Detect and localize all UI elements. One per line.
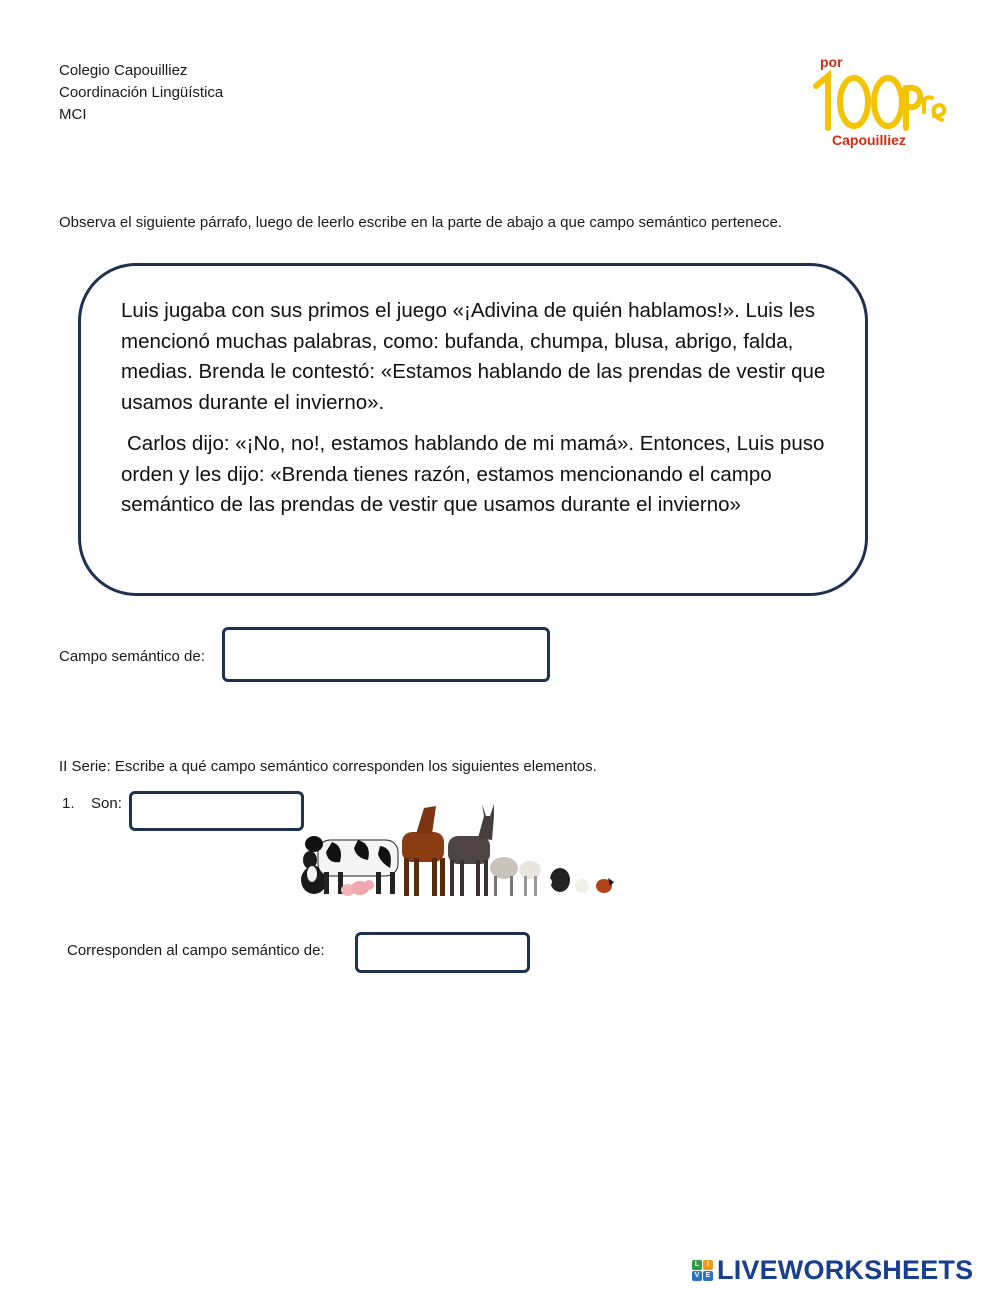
correspond-label: Corresponden al campo semántico de: <box>67 942 325 959</box>
item-number: 1. <box>62 795 75 812</box>
correspond-input[interactable] <box>355 932 530 973</box>
logo-100pre-graphic <box>810 66 950 136</box>
series2-title: II Serie: Escribe a qué campo semántico corresponden los siguientes elementos. <box>59 758 597 775</box>
campo-semantico-input[interactable] <box>222 627 550 682</box>
liveworksheets-text: LIVEWORKSHEETS <box>717 1255 974 1285</box>
story-text <box>121 296 841 521</box>
logo-prefix: por <box>820 54 843 70</box>
liveworksheets-brand <box>692 1255 973 1286</box>
son-input[interactable] <box>129 791 304 831</box>
farm-animals-image <box>298 802 623 902</box>
story-paragraph-2: Carlos dijo: «¡No, no!, estamos hablando de mi mamá». Entonces, Luis puso orden y les dijo: «Brenda tienes razón, estamos mencionando el campo semántico de las prendas de vestir que usamos durante el invierno» <box>121 432 825 516</box>
donkey-figure <box>448 804 494 896</box>
campo-semantico-label: Campo semántico de: <box>59 648 205 665</box>
story-paragraph-1: Luis jugaba con sus primos el juego «¡Adivina de quién hablamos!». Luis les mencionó muchas palabras, como: bufanda, chumpa, blusa, abrigo, falda, medias. Brenda le contestó: «Estamos hablando de las prendas de vestir que usamos durante el invierno». <box>121 299 826 414</box>
school-logo <box>810 52 950 152</box>
liveworksheets-icon: L I V E <box>692 1260 713 1281</box>
logo-name: Capouilliez <box>832 132 906 148</box>
department-name: Coordinación Lingüística <box>59 84 224 101</box>
horse-figure <box>402 806 445 896</box>
school-name: Colegio Capouilliez <box>59 62 188 79</box>
course-code: MCI <box>59 106 87 123</box>
item-label: Son: <box>91 795 122 812</box>
instructions: Observa el siguiente párrafo, luego de leerlo escribe en la parte de abajo a que campo semántico pertenece. <box>59 214 782 231</box>
